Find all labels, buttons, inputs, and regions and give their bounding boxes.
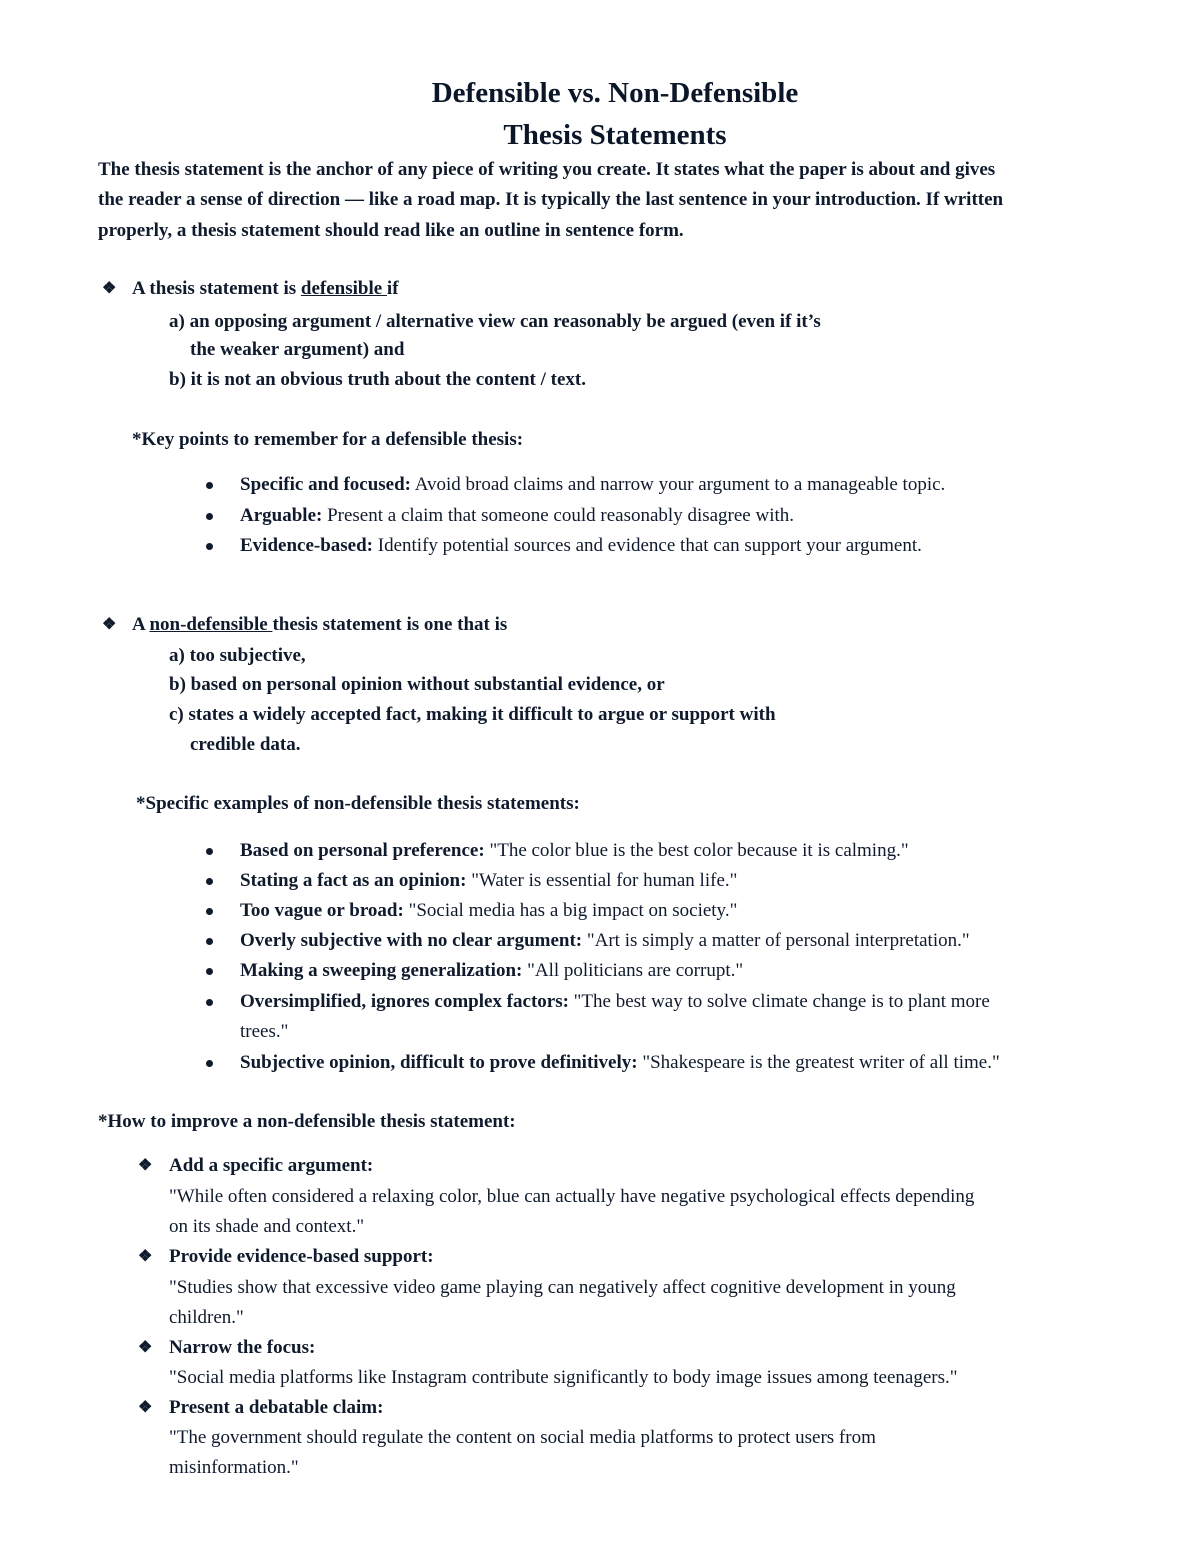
non-defensible-condition-c: c) states a widely accepted fact, making it difficult to argue or support with xyxy=(169,704,776,725)
example-item xyxy=(240,928,970,954)
non-defensible-definition xyxy=(132,612,507,638)
bullet-dot-icon xyxy=(206,513,213,520)
example-item-cont: trees." xyxy=(240,1021,289,1042)
key-point xyxy=(240,533,922,559)
key-point-term: Evidence-based: xyxy=(240,535,373,556)
bullet-dot-icon xyxy=(206,878,213,885)
defensible-definition xyxy=(132,276,399,302)
defensible-condition-b: b) it is not an obvious truth about the content / text. xyxy=(169,369,586,390)
example-text: "Shakespeare is the greatest writer of all time." xyxy=(637,1052,1000,1073)
diamond-bullet-icon: ❖ xyxy=(102,280,117,297)
key-point-term: Arguable: xyxy=(240,505,323,526)
example-text: "The best way to solve climate change is to plant more xyxy=(568,991,990,1012)
key-point xyxy=(240,503,794,529)
key-point xyxy=(240,472,945,498)
non-defensible-post: thesis statement is one that is xyxy=(272,614,508,635)
example-term: Overly subjective with no clear argument: xyxy=(240,930,583,951)
improve-item-text: on its shade and context." xyxy=(169,1216,365,1237)
example-text: "The color blue is the best color because it is calming." xyxy=(484,840,909,861)
example-term: Making a sweeping generalization: xyxy=(240,960,523,981)
non-defensible-condition-c-cont: credible data. xyxy=(190,734,301,755)
intro-line: The thesis statement is the anchor of any piece of writing you create. It states what the paper is about and gives xyxy=(98,159,996,180)
page-subtitle: Thesis Statements xyxy=(503,119,727,151)
improve-item-title: Narrow the focus: xyxy=(169,1337,316,1358)
diamond-bullet-icon: ❖ xyxy=(138,1248,153,1265)
example-term: Subjective opinion, difficult to prove definitively: xyxy=(240,1052,638,1073)
improve-item-title: Add a specific argument: xyxy=(169,1155,374,1176)
improve-item-text: "While often considered a relaxing color, blue can actually have negative psychological effects depending xyxy=(169,1186,975,1207)
defensible-pre: A thesis statement is xyxy=(132,278,301,299)
intro-line: the reader a sense of direction — like a road map. It is typically the last sentence in your introduction. If written xyxy=(98,189,1004,210)
example-item xyxy=(240,989,990,1015)
example-text: "Social media has a big impact on society." xyxy=(403,900,738,921)
example-term: Too vague or broad: xyxy=(240,900,404,921)
diamond-bullet-icon: ❖ xyxy=(138,1157,153,1174)
intro-line: properly, a thesis statement should read like an outline in sentence form. xyxy=(98,220,684,241)
improve-item-title: Provide evidence-based support: xyxy=(169,1246,434,1267)
non-defensible-pre: A xyxy=(132,614,150,635)
non-defensible-condition-b: b) based on personal opinion without substantial evidence, or xyxy=(169,674,665,695)
page-title: Defensible vs. Non-Defensible xyxy=(431,77,799,109)
defensible-post: if xyxy=(386,278,399,299)
non-defensible-condition-a: a) too subjective, xyxy=(169,645,306,666)
bullet-dot-icon xyxy=(206,1060,213,1067)
bullet-dot-icon xyxy=(206,848,213,855)
improve-item-text: "Social media platforms like Instagram contribute significantly to body image issues among teenagers." xyxy=(169,1367,958,1388)
diamond-bullet-icon: ❖ xyxy=(138,1339,153,1356)
bullet-dot-icon xyxy=(206,543,213,550)
key-point-term: Specific and focused: xyxy=(240,474,411,495)
improve-item-text: "The government should regulate the content on social media platforms to protect users from xyxy=(169,1427,876,1448)
example-item xyxy=(240,838,909,864)
defensible-condition-a-cont: the weaker argument) and xyxy=(190,339,405,360)
bullet-dot-icon xyxy=(206,968,213,975)
key-points-heading: *Key points to remember for a defensible thesis: xyxy=(132,429,524,450)
diamond-bullet-icon: ❖ xyxy=(138,1399,153,1416)
bullet-dot-icon xyxy=(206,482,213,489)
non-defensible-term: non-defensible xyxy=(149,614,273,635)
key-point-text: Avoid broad claims and narrow your argument to a manageable topic. xyxy=(411,474,946,495)
improve-item-text: "Studies show that excessive video game playing can negatively affect cognitive development in young xyxy=(169,1277,956,1298)
improve-heading: *How to improve a non-defensible thesis statement: xyxy=(98,1111,516,1132)
diamond-bullet-icon: ❖ xyxy=(102,616,117,633)
improve-item-title: Present a debatable claim: xyxy=(169,1397,384,1418)
key-point-text: Present a claim that someone could reasonably disagree with. xyxy=(322,505,795,526)
improve-item-text: children." xyxy=(169,1307,244,1328)
example-text: "All politicians are corrupt." xyxy=(522,960,744,981)
example-item xyxy=(240,868,737,894)
example-item xyxy=(240,1050,1000,1076)
bullet-dot-icon xyxy=(206,999,213,1006)
bullet-dot-icon xyxy=(206,938,213,945)
example-term: Based on personal preference: xyxy=(240,840,485,861)
example-item xyxy=(240,958,743,984)
example-item xyxy=(240,898,737,924)
bullet-dot-icon xyxy=(206,908,213,915)
example-text: "Water is essential for human life." xyxy=(466,870,738,891)
defensible-condition-a: a) an opposing argument / alternative view can reasonably be argued (even if it’s xyxy=(169,311,821,332)
example-text: "Art is simply a matter of personal interpretation." xyxy=(582,930,970,951)
examples-heading: *Specific examples of non-defensible thesis statements: xyxy=(136,793,580,814)
example-term: Oversimplified, ignores complex factors: xyxy=(240,991,569,1012)
example-term: Stating a fact as an opinion: xyxy=(240,870,467,891)
improve-item-text: misinformation." xyxy=(169,1457,299,1478)
defensible-term: defensible xyxy=(300,278,387,299)
key-point-text: Identify potential sources and evidence that can support your argument. xyxy=(373,535,922,556)
